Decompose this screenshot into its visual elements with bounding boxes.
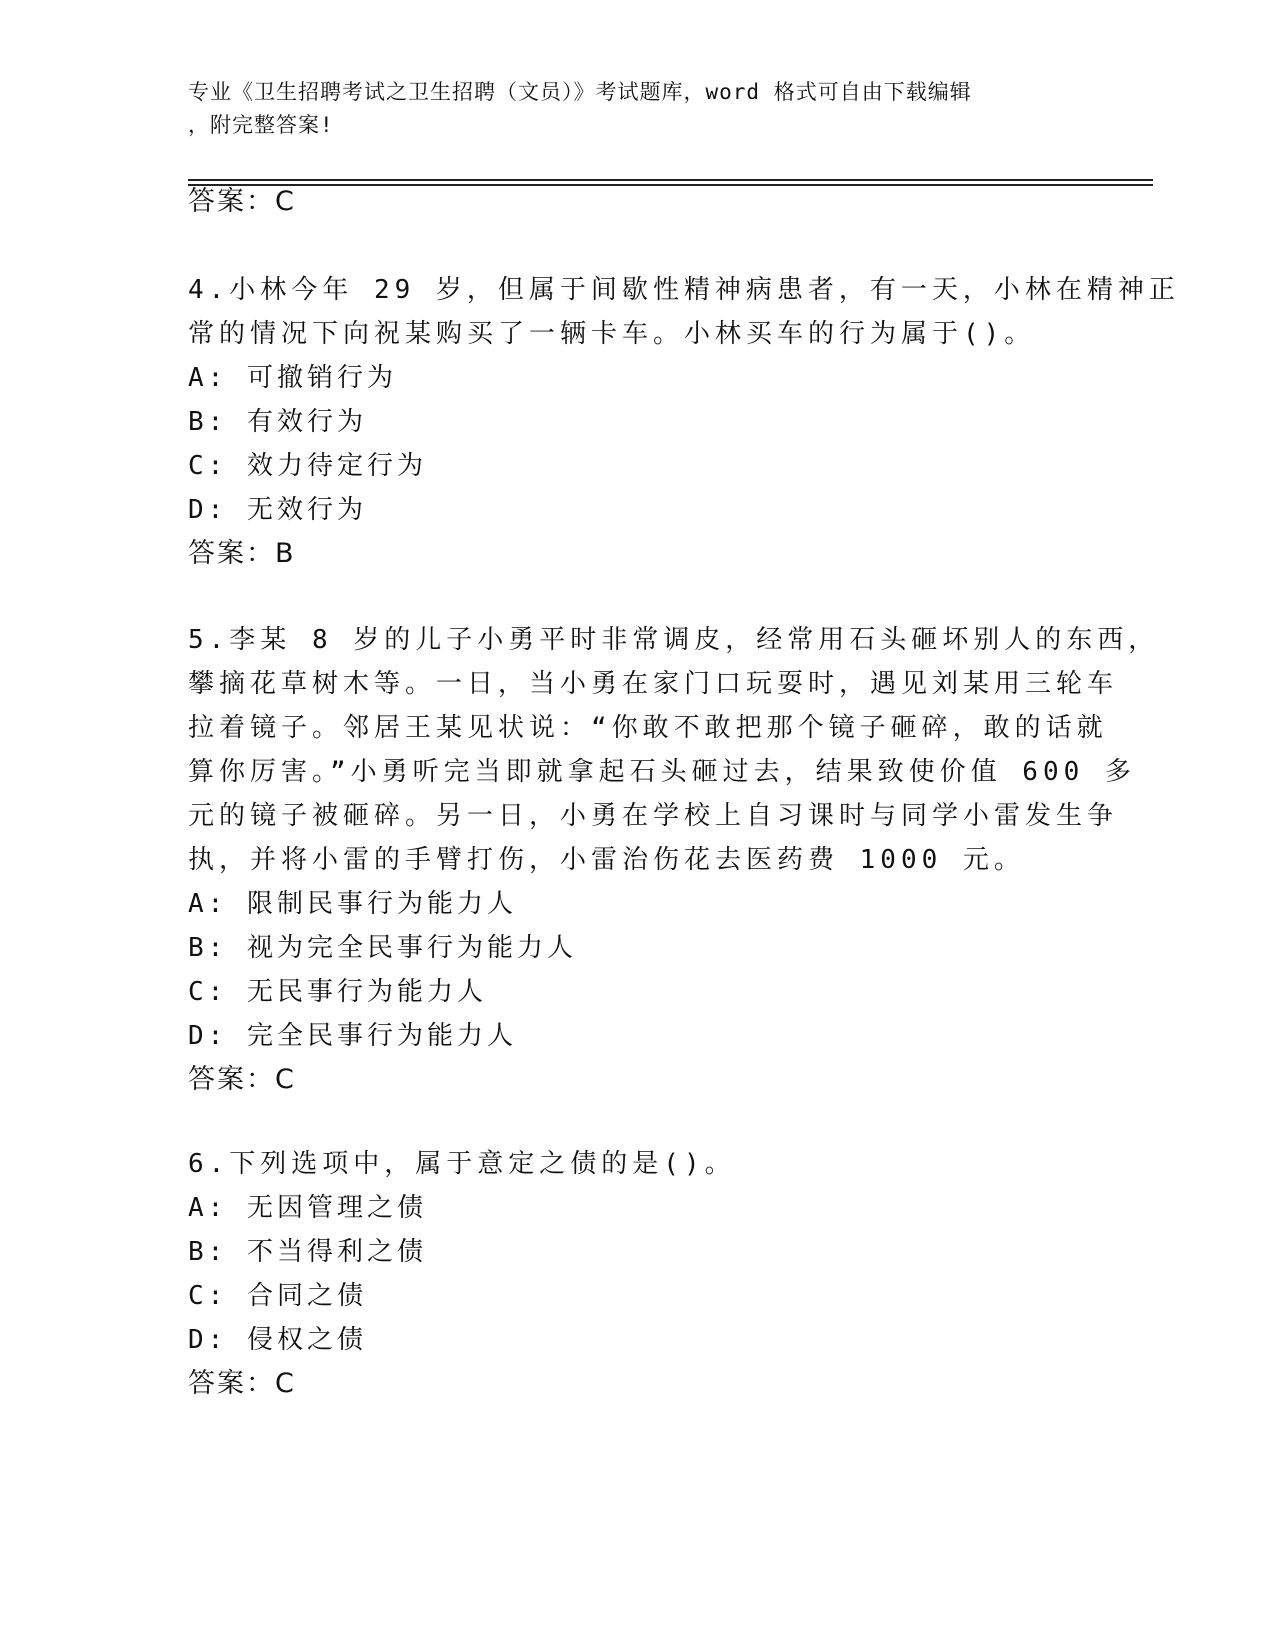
q5-line-1: 5.李某 8 岁的儿子小勇平时非常调皮，经常用石头砸坏别人的东西， [188, 625, 1160, 655]
q5-answer: 答案：C [188, 1064, 296, 1095]
q4-option-a: A: 可撤销行为 [188, 363, 397, 393]
header-rule-top [188, 179, 1153, 181]
q4-option-b: B: 有效行为 [188, 407, 367, 437]
q4-option-c: C: 效力待定行为 [188, 451, 427, 481]
q4-line-2: 常的情况下向祝某购买了一辆卡车。小林买车的行为属于()。 [188, 319, 1036, 349]
q6-option-d: D: 侵权之债 [188, 1325, 367, 1355]
q5-line-3: 拉着镜子。邻居王某见状说：“你敢不敢把那个镜子砸碎，敢的话就 [188, 713, 1108, 743]
q5-line-5: 元的镜子被砸碎。另一日，小勇在学校上自习课时与同学小雷发生争 [188, 801, 1119, 831]
q5-option-b: B: 视为完全民事行为能力人 [188, 933, 577, 963]
q5-line-4: 算你厉害。”小勇听完当即就拿起石头砸过去，结果致使价值 600 多 [188, 757, 1136, 787]
header-rule-bottom [188, 184, 1153, 186]
q5-option-a: A: 限制民事行为能力人 [188, 889, 517, 919]
q4-answer: 答案：B [188, 538, 296, 569]
q6-option-b: B: 不当得利之债 [188, 1237, 427, 1267]
q4-option-d: D: 无效行为 [188, 495, 367, 525]
q6-option-c: C: 合同之债 [188, 1281, 367, 1311]
answer-prev: 答案：C [188, 186, 296, 217]
q6-line-1: 6.下列选项中，属于意定之债的是()。 [188, 1149, 736, 1179]
q5-line-6: 执，并将小雷的手臂打伤，小雷治伤花去医药费 1000 元。 [188, 845, 1025, 875]
q6-answer: 答案：C [188, 1368, 296, 1399]
q4-line-1: 4.小林今年 29 岁，但属于间歇性精神病患者，有一天，小林在精神正 [188, 275, 1180, 305]
q5-line-2: 攀摘花草树木等。一日，当小勇在家门口玩耍时，遇见刘某用三轮车 [188, 669, 1119, 699]
document-header [188, 76, 1088, 142]
q5-option-c: C: 无民事行为能力人 [188, 977, 487, 1007]
q6-option-a: A: 无因管理之债 [188, 1193, 427, 1223]
header-line-1: 专业《卫生招聘考试之卫生招聘（文员）》考试题库，word 格式可自由下载编辑 [188, 80, 972, 104]
header-line-2: ，附完整答案! [188, 113, 334, 137]
q5-option-d: D: 完全民事行为能力人 [188, 1021, 517, 1051]
